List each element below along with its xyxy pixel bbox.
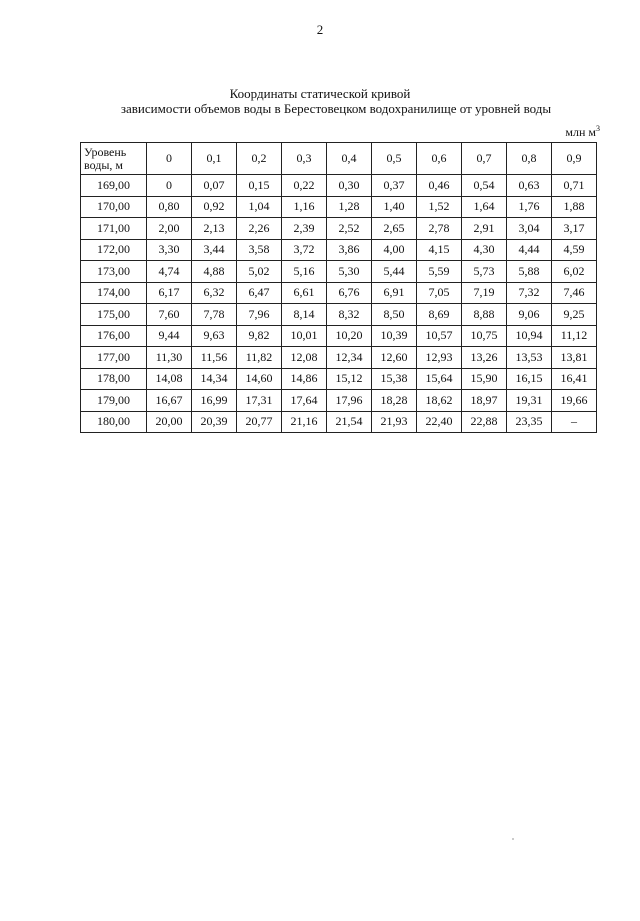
volume-cell: 8,14: [282, 304, 327, 326]
column-header: 0,6: [417, 143, 462, 175]
level-column-header: [81, 143, 147, 175]
volume-cell: 15,64: [417, 368, 462, 390]
table-row: [81, 304, 597, 326]
column-header: 0,5: [372, 143, 417, 175]
volume-cell: 14,08: [147, 368, 192, 390]
volume-cell: 17,31: [237, 390, 282, 412]
volume-cell: 14,86: [282, 368, 327, 390]
units-superscript: 3: [596, 124, 600, 133]
volume-cell: 1,16: [282, 196, 327, 218]
level-header-line-1: Уровень: [84, 144, 127, 159]
table-body: [81, 175, 597, 433]
volume-cell: 10,20: [327, 325, 372, 347]
volume-cell: 6,17: [147, 282, 192, 304]
volume-cell: 7,78: [192, 304, 237, 326]
volume-cell: 14,60: [237, 368, 282, 390]
volume-cell: 6,47: [237, 282, 282, 304]
volume-cell: 1,52: [417, 196, 462, 218]
volume-cell: 8,32: [327, 304, 372, 326]
volume-cell: 3,17: [552, 218, 597, 240]
volume-cell: 2,65: [372, 218, 417, 240]
water-level-cell: 177,00: [81, 347, 147, 369]
volume-cell: 13,26: [462, 347, 507, 369]
volume-cell: 17,64: [282, 390, 327, 412]
column-header: 0: [147, 143, 192, 175]
volume-cell: 18,97: [462, 390, 507, 412]
volume-cell: 7,96: [237, 304, 282, 326]
volume-cell: 7,46: [552, 282, 597, 304]
volume-cell: 22,40: [417, 411, 462, 433]
volume-cell: 19,66: [552, 390, 597, 412]
column-header: 0,7: [462, 143, 507, 175]
volume-cell: 11,56: [192, 347, 237, 369]
column-header: 0,8: [507, 143, 552, 175]
volume-cell: 1,04: [237, 196, 282, 218]
volume-cell: 1,76: [507, 196, 552, 218]
volume-cell: 4,44: [507, 239, 552, 261]
title-line-2: зависимости объемов воды в Берестовецком водохранилище от уровней воды: [120, 101, 552, 116]
volume-cell: 11,82: [237, 347, 282, 369]
volume-cell: 6,32: [192, 282, 237, 304]
volume-cell: 16,41: [552, 368, 597, 390]
volume-cell: 0,54: [462, 175, 507, 197]
volume-cell: 4,74: [147, 261, 192, 283]
volume-cell: 2,13: [192, 218, 237, 240]
volume-cell: 4,00: [372, 239, 417, 261]
water-level-cell: 176,00: [81, 325, 147, 347]
table-header-row: [81, 143, 597, 175]
volume-cell: 20,00: [147, 411, 192, 433]
volume-cell: 5,59: [417, 261, 462, 283]
column-header: 0,2: [237, 143, 282, 175]
water-level-cell: 180,00: [81, 411, 147, 433]
water-level-cell: 174,00: [81, 282, 147, 304]
table-row: [81, 368, 597, 390]
volume-cell: 5,16: [282, 261, 327, 283]
volume-cell: 21,16: [282, 411, 327, 433]
volume-cell: 5,02: [237, 261, 282, 283]
volume-cell: 6,61: [282, 282, 327, 304]
volume-cell: 0,46: [417, 175, 462, 197]
volume-cell: –: [552, 411, 597, 433]
volume-cell: 7,60: [147, 304, 192, 326]
scan-artifact: [512, 838, 514, 840]
volume-cell: 13,81: [552, 347, 597, 369]
table-row: [81, 411, 597, 433]
volume-cell: 14,34: [192, 368, 237, 390]
page-number: 2: [316, 22, 324, 37]
table-row: [81, 390, 597, 412]
volume-cell: 0,63: [507, 175, 552, 197]
volume-cell: 2,78: [417, 218, 462, 240]
volume-cell: 12,60: [372, 347, 417, 369]
volume-cell: 6,02: [552, 261, 597, 283]
volume-cell: 5,44: [372, 261, 417, 283]
volume-cell: 0,30: [327, 175, 372, 197]
volume-cell: 0,92: [192, 196, 237, 218]
table-row: [81, 218, 597, 240]
water-level-cell: 173,00: [81, 261, 147, 283]
volume-cell: 5,30: [327, 261, 372, 283]
volume-cell: 12,08: [282, 347, 327, 369]
volume-cell: 15,90: [462, 368, 507, 390]
water-level-cell: 179,00: [81, 390, 147, 412]
level-header-line-2: воды, м: [84, 157, 123, 172]
volume-cell: 8,69: [417, 304, 462, 326]
water-level-cell: 169,00: [81, 175, 147, 197]
column-header: 0,4: [327, 143, 372, 175]
volume-cell: 3,04: [507, 218, 552, 240]
units-label: [565, 124, 600, 140]
volume-cell: 1,28: [327, 196, 372, 218]
volume-cell: 3,58: [237, 239, 282, 261]
volume-cell: 9,06: [507, 304, 552, 326]
table-row: [81, 196, 597, 218]
volume-cell: 0,71: [552, 175, 597, 197]
volume-cell: 10,94: [507, 325, 552, 347]
volume-cell: 13,53: [507, 347, 552, 369]
volume-cell: 0,15: [237, 175, 282, 197]
volume-cell: 11,12: [552, 325, 597, 347]
volume-cell: 10,39: [372, 325, 417, 347]
volume-cell: 7,19: [462, 282, 507, 304]
volume-cell: 7,05: [417, 282, 462, 304]
volume-cell: 15,38: [372, 368, 417, 390]
table-row: [81, 325, 597, 347]
volume-cell: 22,88: [462, 411, 507, 433]
volume-cell: 10,75: [462, 325, 507, 347]
volume-cell: 6,76: [327, 282, 372, 304]
volume-cell: 5,88: [507, 261, 552, 283]
volume-cell: 2,39: [282, 218, 327, 240]
volume-cell: 3,44: [192, 239, 237, 261]
volume-cell: 12,34: [327, 347, 372, 369]
volume-cell: 8,50: [372, 304, 417, 326]
volume-cell: 3,30: [147, 239, 192, 261]
volume-table: [80, 142, 597, 433]
volume-cell: 0,37: [372, 175, 417, 197]
volume-cell: 10,57: [417, 325, 462, 347]
volume-cell: 16,15: [507, 368, 552, 390]
volume-cell: 2,00: [147, 218, 192, 240]
title-line-1: Координаты статической кривой: [229, 86, 411, 101]
volume-cell: 9,44: [147, 325, 192, 347]
units-text: млн м: [565, 125, 596, 139]
volume-cell: 2,91: [462, 218, 507, 240]
volume-cell: 9,25: [552, 304, 597, 326]
volume-cell: 21,93: [372, 411, 417, 433]
water-level-cell: 170,00: [81, 196, 147, 218]
volume-cell: 4,30: [462, 239, 507, 261]
column-header: 0,3: [282, 143, 327, 175]
volume-cell: 3,86: [327, 239, 372, 261]
water-level-cell: 175,00: [81, 304, 147, 326]
volume-cell: 0,07: [192, 175, 237, 197]
table-row: [81, 261, 597, 283]
volume-cell: 9,82: [237, 325, 282, 347]
volume-cell: 16,99: [192, 390, 237, 412]
water-level-cell: 171,00: [81, 218, 147, 240]
document-title: [0, 86, 640, 116]
volume-cell: 1,64: [462, 196, 507, 218]
volume-cell: 19,31: [507, 390, 552, 412]
volume-cell: 8,88: [462, 304, 507, 326]
volume-cell: 17,96: [327, 390, 372, 412]
water-level-cell: 172,00: [81, 239, 147, 261]
volume-cell: 0,22: [282, 175, 327, 197]
volume-cell: 1,88: [552, 196, 597, 218]
table-row: [81, 239, 597, 261]
volume-cell: 12,93: [417, 347, 462, 369]
volume-cell: 6,91: [372, 282, 417, 304]
volume-cell: 7,32: [507, 282, 552, 304]
volume-cell: 11,30: [147, 347, 192, 369]
water-level-cell: 178,00: [81, 368, 147, 390]
table-row: [81, 347, 597, 369]
volume-cell: 20,39: [192, 411, 237, 433]
table-row: [81, 175, 597, 197]
table-row: [81, 282, 597, 304]
volume-cell: 2,52: [327, 218, 372, 240]
volume-cell: 1,40: [372, 196, 417, 218]
volume-cell: 15,12: [327, 368, 372, 390]
volume-cell: 4,88: [192, 261, 237, 283]
volume-cell: 0,80: [147, 196, 192, 218]
volume-cell: 16,67: [147, 390, 192, 412]
column-header: 0,1: [192, 143, 237, 175]
volume-cell: 18,62: [417, 390, 462, 412]
volume-cell: 9,63: [192, 325, 237, 347]
volume-cell: 3,72: [282, 239, 327, 261]
volume-cell: 5,73: [462, 261, 507, 283]
volume-cell: 2,26: [237, 218, 282, 240]
volume-cell: 21,54: [327, 411, 372, 433]
volume-cell: 4,59: [552, 239, 597, 261]
volume-cell: 10,01: [282, 325, 327, 347]
volume-cell: 4,15: [417, 239, 462, 261]
volume-cell: 20,77: [237, 411, 282, 433]
volume-cell: 23,35: [507, 411, 552, 433]
volume-cell: 0: [147, 175, 192, 197]
column-header: 0,9: [552, 143, 597, 175]
volume-cell: 18,28: [372, 390, 417, 412]
